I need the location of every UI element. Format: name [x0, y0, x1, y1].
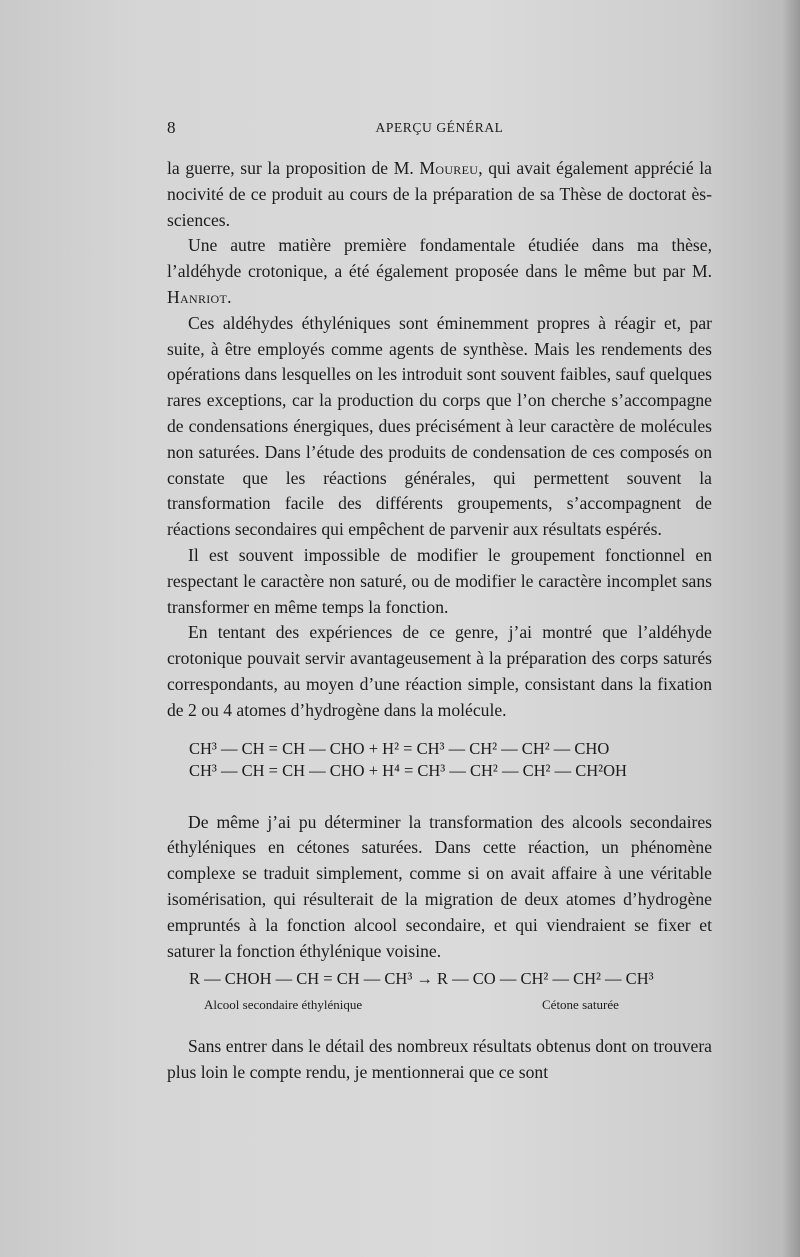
- formula-line-1: CH³ — CH = CH — CHO + H² = CH³ — CH² — CH² — CHO: [189, 738, 610, 758]
- paragraph-2-text-a: Une autre matière première fondamentale étudiée dans ma thèse, l’aldéhyde crotonique, a été également proposée dans le même but par M.: [167, 235, 712, 282]
- paragraph-1: [167, 156, 712, 233]
- paragraph-3: Ces aldéhydes éthyléniques sont éminemment propres à réagir et, par suite, à être employés comme agents de synthèse. Mais les rendements des opérations dans lesquelles on les introduit sont souvent faibles, sauf quelques rares exceptions, car la production du corps que l’on cherche s’accompagne de condensations énergiques, dues précisément à leur caractère de molécules non saturées. Dans l’étude des produits de condensation de ces composés on constate que les réactions générales, qui permettent souvent la transformation facile des différents groupements, s’accompagnent de réactions secondaires qui empêchent de parvenir aux résultats espérés.: [167, 312, 712, 540]
- hydrogenation-formulas: [189, 738, 709, 782]
- spacer: [167, 782, 712, 810]
- paragraph-2-text-b: .: [227, 286, 232, 307]
- label-cetone: Cétone saturée: [542, 997, 619, 1013]
- formula-line-2: CH³ — CH = CH — CHO + H⁴ = CH³ — CH² — CH² — CH²OH: [189, 760, 627, 780]
- page-body: [167, 156, 712, 1086]
- paragraph-1-text-a: la guerre, sur la proposition de M.: [167, 158, 420, 178]
- label-alcool: Alcool secondaire éthylénique: [204, 997, 363, 1013]
- paragraph-6: De même j’ai pu déterminer la transformation des alcools secondaires éthyléniques en cétones saturées. Dans cette réaction, un phénomène complexe se traduit simplement, comme si on avait affaire à une véritable isomérisation, qui résulterait de la migration de deux atomes d’hydrogène empruntés à la fonction alcool secondaire, et qui viendraient se fixer et saturer la fonction éthylénique voisine.: [167, 811, 712, 961]
- page-number: 8: [167, 118, 176, 137]
- author-name-hanriot: Hanriot: [167, 286, 228, 307]
- paragraph-1-text-b: , qui avait également apprécié la nocivité de ce produit au cours de la préparation de sa Thèse de doctorat ès-sciences.: [167, 158, 712, 230]
- author-name-moureu: Moureu: [419, 158, 479, 178]
- running-head: APERÇU GÉNÉRAL: [375, 120, 504, 135]
- paragraph-5: En tentant des expériences de ce genre, j’ai montré que l’aldéhyde crotonique pouvait servir avantageusement à la préparation des corps saturés correspondants, au moyen d’une réaction simple, consistant dans la fixation de 2 ou 4 atomes d’hydrogène dans la molécule.: [167, 622, 712, 720]
- paragraph-2: [167, 233, 712, 310]
- page-edge-shadow: [782, 0, 800, 1257]
- page-header: [167, 118, 712, 140]
- isomerisation-equation: R — CHOH — CH = CH — CH³ → R — CO — CH² — CH² — CH³: [189, 969, 654, 989]
- equation-labels: [189, 990, 712, 1012]
- paragraph-7: Sans entrer dans le détail des nombreux résultats obtenus dont on trouvera plus loin le compte rendu, je mentionnerai que ce sont: [167, 1036, 712, 1083]
- paragraph-4: Il est souvent impossible de modifier le groupement fonctionnel en respectant le caractère non saturé, ou de modifier le caractère incomplet sans transformer en même temps la fonction.: [167, 544, 712, 617]
